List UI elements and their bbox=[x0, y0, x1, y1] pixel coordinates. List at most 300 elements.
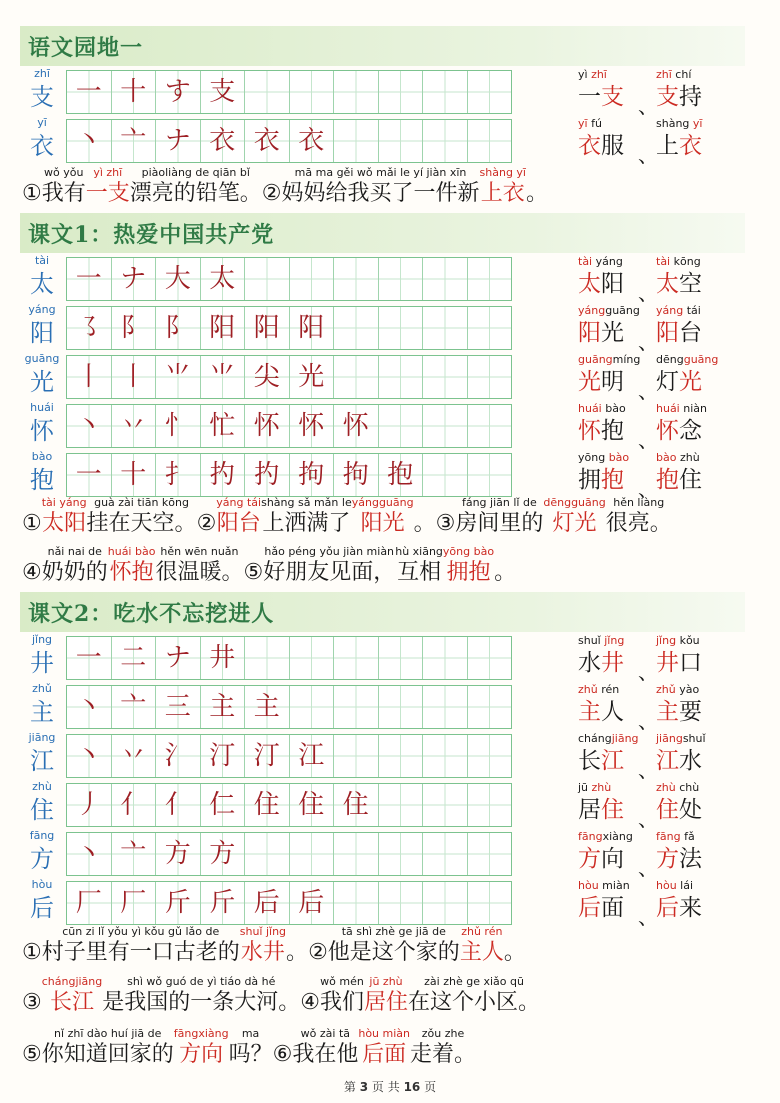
grid-cell bbox=[112, 882, 157, 924]
grid-cell bbox=[67, 71, 112, 113]
sentence-segment bbox=[22, 496, 42, 538]
vocab-char: 拥 bbox=[578, 467, 601, 493]
grid-cell bbox=[245, 882, 290, 924]
vocab-characters bbox=[656, 893, 702, 923]
segment-pinyin: fáng jiān lǐ de bbox=[461, 496, 537, 509]
stroke-step: 阝 bbox=[120, 313, 147, 343]
target-character: 衣 bbox=[30, 132, 54, 160]
vocab-char: 长 bbox=[578, 748, 601, 774]
vocab-characters bbox=[656, 269, 702, 299]
grid-cell bbox=[379, 258, 424, 300]
vocab-char: 人 bbox=[601, 699, 624, 725]
stroke-step: ⺌ bbox=[209, 362, 236, 392]
character-row bbox=[0, 683, 780, 731]
stroke-step: 丷 bbox=[120, 741, 147, 771]
stroke-step: 一 bbox=[75, 264, 102, 294]
segment-pinyin bbox=[273, 1027, 293, 1041]
stroke-step: 厂 bbox=[120, 888, 147, 918]
vocab-char: 住 bbox=[679, 467, 702, 493]
target-character: 太 bbox=[30, 270, 54, 298]
stroke-step: 一 bbox=[75, 77, 102, 107]
segment-text: 上衣 bbox=[480, 181, 525, 206]
word-separator: 、 bbox=[638, 143, 658, 167]
vocab-pinyin bbox=[578, 781, 624, 795]
sentence-segment bbox=[328, 925, 460, 967]
grid-cell bbox=[423, 784, 468, 826]
grid-cell bbox=[67, 405, 112, 447]
segment-text: ⑤ bbox=[243, 560, 264, 585]
grid-cell bbox=[112, 637, 157, 679]
segment-text: ③ bbox=[435, 511, 456, 536]
word-pair bbox=[560, 781, 750, 829]
segment-pinyin: shuǐ jǐng bbox=[239, 925, 287, 938]
target-character: 主 bbox=[30, 698, 54, 726]
segment-pinyin: jū zhù bbox=[369, 975, 403, 988]
segment-pinyin: hěn wēn nuǎn bbox=[160, 545, 239, 558]
vocab-characters bbox=[578, 746, 639, 776]
grid-cell bbox=[112, 307, 157, 349]
vocab-pinyin bbox=[656, 402, 707, 416]
highlighted-word bbox=[543, 496, 605, 538]
vocab-pinyin-part: jǐng bbox=[656, 634, 677, 647]
sentence-segment bbox=[22, 166, 42, 208]
grid-cell bbox=[290, 356, 335, 398]
vocab-char: 阳 bbox=[601, 271, 624, 297]
segment-pinyin bbox=[22, 496, 42, 510]
grid-cell bbox=[423, 686, 468, 728]
stroke-step: 太 bbox=[209, 264, 236, 294]
vocab-pinyin-part: guāng bbox=[683, 353, 719, 366]
vocab-pinyin bbox=[578, 117, 624, 131]
vocab-word bbox=[578, 879, 630, 927]
grid-cell bbox=[201, 735, 246, 777]
segment-pinyin: nǎi nai de bbox=[47, 545, 102, 558]
grid-cell bbox=[201, 882, 246, 924]
word-pair bbox=[560, 353, 750, 401]
segment-pinyin: zǒu zhe bbox=[421, 1027, 465, 1040]
segment-text: 。 bbox=[503, 940, 526, 965]
vocab-char: 台 bbox=[679, 320, 702, 346]
stroke-step: 一 bbox=[75, 643, 102, 673]
footer-mid: 页 共 bbox=[371, 1080, 400, 1094]
grid-cell bbox=[468, 356, 512, 398]
vocab-pinyin-part: kǒu bbox=[676, 634, 700, 647]
grid-cell bbox=[201, 784, 246, 826]
segment-text: ② bbox=[196, 511, 217, 536]
highlighted-word bbox=[108, 545, 156, 587]
grid-cell bbox=[423, 833, 468, 875]
segment-text: 你知道回家的 bbox=[41, 1042, 174, 1067]
segment-pinyin bbox=[22, 1027, 42, 1041]
target-character: 抱 bbox=[30, 466, 54, 494]
vocab-pinyin bbox=[578, 304, 640, 318]
grid-cell bbox=[468, 71, 512, 113]
grid-cell bbox=[379, 686, 424, 728]
grid-cell bbox=[468, 405, 512, 447]
vocab-char: 光 bbox=[601, 320, 624, 346]
vocab-pinyin-part: rén bbox=[597, 683, 620, 696]
segment-pinyin: yángguāng bbox=[351, 496, 414, 509]
segment-pinyin: wǒ yǒu bbox=[44, 166, 84, 179]
vocab-pinyin bbox=[578, 451, 629, 465]
grid-cell bbox=[468, 637, 512, 679]
sentence-segment bbox=[286, 925, 308, 967]
stroke-step: 丶 bbox=[75, 741, 102, 771]
vocab-pinyin-part: xiàng bbox=[602, 830, 633, 843]
stroke-step: 亠 bbox=[120, 692, 147, 722]
sentence-segment bbox=[22, 545, 42, 587]
example-sentence bbox=[22, 166, 762, 210]
sentence-segment bbox=[455, 496, 543, 538]
vocab-pinyin-part: fāng bbox=[656, 830, 681, 843]
grid-cell bbox=[423, 637, 468, 679]
vocab-pinyin-part: tài bbox=[656, 255, 671, 268]
sentence-segment bbox=[292, 1027, 358, 1069]
vocab-char: 江 bbox=[656, 748, 679, 774]
vocab-pinyin-part: dēng bbox=[656, 353, 684, 366]
vocab-pinyin-part: shàng bbox=[656, 117, 693, 130]
grid-cell bbox=[112, 356, 157, 398]
vocab-word bbox=[656, 634, 702, 682]
vocab-pinyin-part: jiāng bbox=[611, 732, 639, 745]
vocab-char: 水 bbox=[679, 748, 702, 774]
stroke-step: 支 bbox=[209, 77, 236, 107]
segment-text: 互相 bbox=[397, 560, 442, 585]
character-pinyin: yáng bbox=[28, 303, 56, 316]
vocab-word bbox=[656, 353, 718, 401]
sentence-segment bbox=[229, 1027, 273, 1069]
stroke-step: 一 bbox=[75, 460, 102, 490]
grid-cell bbox=[468, 882, 512, 924]
segment-text: ④ bbox=[300, 990, 321, 1015]
grid-cell bbox=[290, 735, 335, 777]
grid-cell bbox=[112, 71, 157, 113]
stroke-step: 后 bbox=[298, 888, 325, 918]
grid-cell bbox=[245, 637, 290, 679]
grid-cell bbox=[112, 405, 157, 447]
vocab-word bbox=[656, 732, 706, 780]
segment-pinyin: zài zhè ge xiǎo qū bbox=[424, 975, 524, 988]
grid-cell bbox=[67, 784, 112, 826]
grid-cell bbox=[468, 686, 512, 728]
stroke-order-grid bbox=[66, 355, 512, 399]
stroke-step: ナ bbox=[120, 264, 147, 294]
vocab-characters bbox=[578, 416, 626, 446]
grid-cell bbox=[245, 735, 290, 777]
word-separator: 、 bbox=[638, 330, 658, 354]
example-sentence bbox=[22, 975, 762, 1019]
grid-cell bbox=[379, 637, 424, 679]
sentence-segment bbox=[262, 166, 282, 208]
stroke-step: 忙 bbox=[209, 411, 236, 441]
character-pinyin: hòu bbox=[31, 878, 53, 891]
vocab-char: 住 bbox=[656, 797, 679, 823]
character-row bbox=[0, 304, 780, 352]
segment-pinyin bbox=[526, 166, 548, 180]
grid-cell bbox=[379, 833, 424, 875]
grid-cell bbox=[290, 454, 335, 496]
grid-cell bbox=[112, 120, 157, 162]
vocab-char: 法 bbox=[679, 846, 702, 872]
stroke-step: 尖 bbox=[253, 362, 280, 392]
segment-pinyin: yōng bào bbox=[442, 545, 495, 558]
grid-cell bbox=[67, 735, 112, 777]
segment-text: ① bbox=[22, 940, 42, 965]
grid-cell bbox=[290, 784, 335, 826]
stroke-step: ナ bbox=[164, 643, 191, 673]
stroke-step: 亠 bbox=[120, 126, 147, 156]
grid-cell bbox=[156, 258, 201, 300]
grid-cell bbox=[67, 882, 112, 924]
stroke-step: 二 bbox=[120, 643, 147, 673]
segment-text: 一支 bbox=[85, 181, 130, 206]
vocab-characters bbox=[656, 844, 702, 874]
character-row bbox=[0, 117, 780, 165]
segment-text: ⑤ bbox=[22, 1042, 42, 1067]
vocab-pinyin-part: huái bbox=[656, 402, 680, 415]
sentence-segment bbox=[42, 166, 86, 208]
character-pinyin: yī bbox=[37, 116, 47, 129]
segment-pinyin bbox=[243, 545, 263, 559]
segment-text: ② bbox=[261, 181, 282, 206]
vocab-char: 主 bbox=[656, 699, 679, 725]
stroke-step: 住 bbox=[298, 790, 325, 820]
grid-cell bbox=[290, 258, 335, 300]
vocab-pinyin-part: zhǔ bbox=[578, 683, 598, 696]
grid-cell bbox=[468, 784, 512, 826]
stroke-step: 丶 bbox=[75, 692, 102, 722]
sentence-segment bbox=[320, 975, 364, 1017]
vocab-char: 光 bbox=[578, 369, 601, 395]
character-pinyin: huái bbox=[30, 401, 54, 414]
section-header bbox=[20, 592, 745, 632]
vocab-characters bbox=[656, 82, 702, 112]
grid-cell bbox=[334, 405, 379, 447]
vocab-pinyin-part: yī bbox=[692, 117, 703, 130]
word-separator: 、 bbox=[638, 856, 658, 880]
stroke-order-grid bbox=[66, 404, 512, 448]
highlighted-word bbox=[42, 975, 103, 1017]
vocab-word bbox=[656, 304, 702, 352]
character-row bbox=[0, 879, 780, 927]
segment-pinyin: nǐ zhī dào huí jiā de bbox=[54, 1027, 162, 1040]
stroke-step: 亻 bbox=[164, 790, 191, 820]
stroke-order-grid bbox=[66, 783, 512, 827]
vocab-word bbox=[656, 117, 702, 165]
segment-pinyin bbox=[414, 496, 436, 510]
vocab-characters bbox=[578, 465, 629, 495]
vocab-pinyin-part: fǎ bbox=[680, 830, 695, 843]
example-sentence bbox=[22, 496, 762, 540]
word-separator: 、 bbox=[638, 758, 658, 782]
vocab-pinyin-part: jiāng bbox=[656, 732, 683, 745]
vocab-pinyin bbox=[656, 879, 702, 893]
grid-cell bbox=[245, 686, 290, 728]
character-pinyin: bào bbox=[31, 450, 53, 463]
stroke-step: 厂 bbox=[75, 888, 102, 918]
vocab-pinyin-part: yī bbox=[578, 117, 588, 130]
character-row bbox=[0, 451, 780, 499]
grid-cell bbox=[156, 454, 201, 496]
stroke-order-grid bbox=[66, 70, 512, 114]
sentence-segment bbox=[408, 975, 540, 1017]
grid-cell bbox=[379, 307, 424, 349]
stroke-step: 十 bbox=[120, 77, 147, 107]
segment-pinyin: wǒ mén bbox=[320, 975, 364, 988]
word-pair bbox=[560, 732, 750, 780]
sentence-segment bbox=[300, 975, 320, 1017]
stroke-step: 主 bbox=[253, 692, 280, 722]
grid-cell bbox=[334, 120, 379, 162]
vocab-pinyin bbox=[578, 353, 640, 367]
grid-cell bbox=[290, 686, 335, 728]
grid-cell bbox=[156, 784, 201, 826]
sentence-segment bbox=[308, 925, 328, 967]
segment-text: 太阳 bbox=[42, 511, 87, 536]
vocab-word bbox=[656, 830, 702, 878]
stroke-step: 丨 bbox=[120, 362, 147, 392]
stroke-step: 衣 bbox=[298, 126, 325, 156]
stroke-order-grid bbox=[66, 734, 512, 778]
grid-cell bbox=[423, 454, 468, 496]
segment-text: 走着。 bbox=[410, 1042, 477, 1067]
vocab-word bbox=[656, 451, 702, 499]
segment-text: 我在他 bbox=[292, 1042, 359, 1067]
segment-text: 。 bbox=[526, 181, 549, 206]
character-row bbox=[0, 255, 780, 303]
stroke-step: 丨 bbox=[75, 362, 102, 392]
vocab-pinyin-part: shuǐ bbox=[682, 732, 706, 745]
vocab-pinyin-part: zhī bbox=[656, 68, 672, 81]
segment-pinyin bbox=[22, 975, 42, 989]
character-row bbox=[0, 68, 780, 116]
vocab-char: 一 bbox=[578, 84, 601, 110]
word-separator: 、 bbox=[638, 660, 658, 684]
vocab-pinyin-part: bào bbox=[656, 451, 677, 464]
vocab-characters bbox=[656, 318, 702, 348]
target-character: 光 bbox=[30, 368, 54, 396]
vocab-char: 上 bbox=[656, 133, 679, 159]
stroke-order-grid bbox=[66, 453, 512, 497]
example-sentence bbox=[22, 925, 762, 969]
segment-text: ⑥ bbox=[272, 1042, 293, 1067]
grid-cell bbox=[245, 258, 290, 300]
vocab-char: 来 bbox=[679, 895, 702, 921]
vocab-pinyin-part: jū bbox=[578, 781, 592, 794]
stroke-step: ㇌ bbox=[75, 313, 102, 343]
sentence-segment bbox=[395, 545, 443, 587]
vocab-pinyin-part: míng bbox=[612, 353, 641, 366]
vocab-char: 口 bbox=[679, 650, 702, 676]
segment-text: 阳台 bbox=[216, 511, 261, 536]
sentence-segment bbox=[197, 496, 217, 538]
segment-pinyin bbox=[286, 925, 308, 939]
stroke-step: 阳 bbox=[253, 313, 280, 343]
grid-cell bbox=[67, 120, 112, 162]
page-footer bbox=[0, 1078, 780, 1095]
grid-cell bbox=[156, 71, 201, 113]
vocab-pinyin-part: yì bbox=[578, 68, 592, 81]
vocab-pinyin bbox=[656, 255, 702, 269]
vocab-char: 支 bbox=[601, 84, 624, 110]
vocab-pinyin bbox=[656, 451, 702, 465]
stroke-step: 仁 bbox=[209, 790, 236, 820]
character-row bbox=[0, 781, 780, 829]
segment-text: 妈妈给我买了一件新 bbox=[281, 181, 480, 206]
segment-pinyin: mā ma gěi wǒ mǎi le yí jiàn xīn bbox=[294, 166, 467, 179]
character-row bbox=[0, 353, 780, 401]
vocab-pinyin-part: guāng bbox=[605, 304, 640, 317]
segment-text: ④ bbox=[22, 560, 42, 585]
stroke-step: 丷 bbox=[120, 411, 147, 441]
segment-pinyin: hù xiāng bbox=[395, 545, 443, 558]
word-pair bbox=[560, 683, 750, 731]
stroke-step: 忄 bbox=[164, 411, 191, 441]
sentence-segment bbox=[282, 166, 480, 208]
stroke-step: 井 bbox=[209, 643, 236, 673]
grid-cell bbox=[112, 784, 157, 826]
sentence-segment bbox=[42, 545, 108, 587]
grid-cell bbox=[112, 454, 157, 496]
vocab-pinyin bbox=[656, 781, 702, 795]
grid-cell bbox=[334, 637, 379, 679]
word-separator: 、 bbox=[638, 379, 658, 403]
grid-cell bbox=[423, 882, 468, 924]
character-pinyin: jiāng bbox=[28, 731, 56, 744]
vocab-characters bbox=[578, 795, 624, 825]
vocab-char: 阳 bbox=[656, 320, 679, 346]
stroke-step: 方 bbox=[209, 839, 236, 869]
stroke-step: 后 bbox=[253, 888, 280, 918]
stroke-step: 阳 bbox=[298, 313, 325, 343]
vocab-word bbox=[656, 255, 702, 303]
sentence-segment bbox=[261, 496, 352, 538]
word-pair bbox=[560, 634, 750, 682]
stroke-step: 怀 bbox=[342, 411, 369, 441]
grid-cell bbox=[379, 784, 424, 826]
vocab-char: 井 bbox=[656, 650, 679, 676]
vocab-pinyin bbox=[578, 634, 624, 648]
grid-cell bbox=[334, 307, 379, 349]
segment-text: ① bbox=[22, 181, 42, 206]
word-pair bbox=[560, 117, 750, 165]
stroke-step: 汀 bbox=[209, 741, 236, 771]
vocab-char: 面 bbox=[601, 895, 624, 921]
segment-pinyin: zhǔ rén bbox=[461, 925, 503, 938]
grid-cell bbox=[201, 405, 246, 447]
stroke-step: 衣 bbox=[209, 126, 236, 156]
grid-cell bbox=[423, 356, 468, 398]
segment-text: 在这个小区。 bbox=[408, 990, 541, 1015]
vocab-pinyin bbox=[578, 255, 624, 269]
segment-text: 上洒满了 bbox=[262, 511, 351, 536]
stroke-step: 亠 bbox=[120, 839, 147, 869]
sentence-segment bbox=[22, 1027, 42, 1069]
grid-cell bbox=[67, 307, 112, 349]
sentence-segment bbox=[42, 1027, 174, 1069]
vocab-pinyin-part: kōng bbox=[670, 255, 701, 268]
character-row bbox=[0, 830, 780, 878]
vocab-char: 光 bbox=[679, 369, 702, 395]
segment-pinyin: fāngxiàng bbox=[173, 1027, 229, 1040]
segment-text: 是我国的一条大河。 bbox=[102, 990, 301, 1015]
stroke-step: 拘 bbox=[342, 460, 369, 490]
segment-pinyin: ma bbox=[241, 1027, 260, 1040]
vocab-char: 空 bbox=[679, 271, 702, 297]
highlighted-word bbox=[240, 925, 286, 967]
stroke-order-grid bbox=[66, 685, 512, 729]
grid-cell bbox=[156, 307, 201, 349]
